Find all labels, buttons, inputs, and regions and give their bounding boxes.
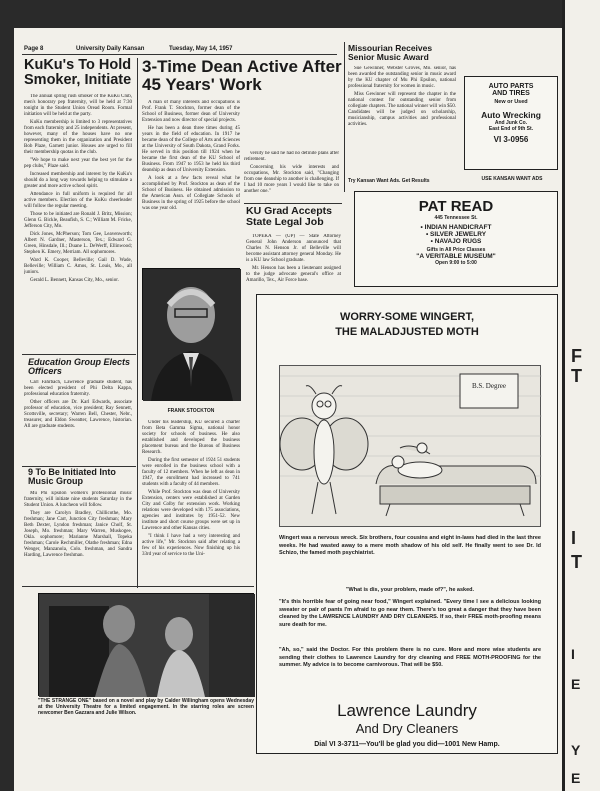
education-article-body (24, 380, 132, 466)
edge-letter: I (571, 646, 575, 662)
paragraph: He has been a dean three times during 45 years in the field of education. In 1917 he became dean of the College of Arts and Sciences at the University of South Dakota, Grand Forks. He served in this position till 1924 when he became the first dean of the KU School of Business. From 1947 to 1953 he held his third deanship as dean of University Extension. (142, 126, 240, 173)
pat-read-hours: Open 9:00 to 5:00 (435, 260, 477, 266)
laundry-brand: Lawrence Laundry (337, 701, 477, 720)
auto-wrecking-ad (464, 76, 558, 170)
masthead-rule (22, 54, 337, 55)
column-rule (344, 42, 345, 192)
paragraph: Carl Fahrbach, Lawrence graduate student, has been elected president of Phi Delta Kappa, professional education fraternity. (24, 380, 132, 397)
paragraph: The annual spring rush smoker of the KuKu Club, men's honorary pep fraternity, will be held at 7:30 tonight in the Student Union Oread Room. Formal initiation will be held at the party. (24, 94, 132, 117)
kuku-article-body (24, 94, 132, 356)
dean-column-1 (142, 100, 240, 265)
paragraph: Mr. Henson has been a lieutenant assigned to the judge advocate general's office at Amarillo, Tex., Air Force base. (246, 266, 341, 283)
pat-read-gifts: Gifts in All Price Classes (426, 247, 486, 253)
laundry-para-1: Wingert was a nervous wreck. Six brothers, four cousins and eight in-laws had died in the last three weeks. He had wasted away to a mere moth shadow of his old self. He finally went to see Dr. Id Schizo, the famed moth psychiatrist. (279, 535, 541, 556)
auto-ad-sub-1: And Junk Co. (494, 120, 528, 126)
paragraph: Other officers are Dr. Karl Edwards, associate professor of education, vice president; Ray Sennett, Scottsville, secretary; Warren Bell, Chester, Nebr., treasurer, and Eldon Sweatter, Lawrence, historian. All are graduate students. (24, 400, 132, 429)
paragraph: Mu Phi Epsilon women's professional music fraternity, will initiate nine students Saturday in the Student Union. A luncheon will follow. (24, 491, 132, 508)
section-rule (22, 354, 136, 355)
page-number: Page 8 (24, 46, 44, 52)
newspaper-page (14, 28, 562, 791)
paragraph: Attendance in full uniform is required for all active members. Election of the KuKu cheerleader will follow the regular meeting. (24, 192, 132, 209)
paragraph: Miss Gewinner will represent the chapter in the national contest for outstanding senior from collegiate chapters. The national winner will win $50. Candidates will be judged on scholarship, musicianship, campus activities and professional activities. (348, 92, 456, 127)
pat-read-item-3: • NAVAJO RUGS (430, 238, 482, 245)
edge-letter: F (571, 346, 582, 366)
laundry-para-2: "What is dis, your problem, made of?", he asked. (345, 587, 475, 593)
auto-ad-line-3: New or Used (494, 99, 528, 105)
paragraph: "I think I have had a very interesting and active life," Mr. Stockton said after relating a few of his experiences. Now finishing up his 33rd year of service to the Uni- (142, 534, 240, 557)
edge-letter: T (571, 552, 582, 572)
dean-column-2 (244, 151, 339, 201)
edge-letter: T (571, 366, 582, 386)
laundry-para-4: "Ah, so," said the Doctor. For this problem there is no cure. More and more wise students are sending their clothes to Lawrence Laundry for dry cleaning and FREE MOTH-PROOFING for the summer. My advice is to become carnivorous. That will be $50. (279, 647, 541, 668)
edge-letter: E (571, 770, 581, 786)
pat-read-ad (354, 191, 558, 287)
paragraph: Under his leadership, KU secured a charter from Beta Gamma Sigma, national honor society for schools of business. He also established and developed the business placement bureau and the Bureau of Business Research. (142, 420, 240, 455)
adjacent-page-edge (562, 0, 600, 791)
paragraph: Those to be initiated are Ronald J. Britz, Mission; Glenn G. Bickle, Beaufish, S. C.; William M. Fricke, Jefferson City, Mo. (24, 212, 132, 229)
paragraph: versity he said he had no definite plans after retirement. (244, 151, 339, 162)
paragraph: TOPEKA — (UP) — State Attorney General John Anderson announced that Charles N. Henson Jr. of Belleville will become assistant attorney general Monday. He is a KU law School graduate. (246, 234, 341, 263)
laundry-headline-2: THE MALADJUSTED MOTH (335, 326, 479, 338)
auto-ad-phone: VI 3-0956 (493, 135, 529, 144)
strange-one-caption: "THE STRANGE ONE" based on a novel and play by Calder Willingham opens Wednesday at the University Theatre for a limited engagement. In the starring roles are screen newcomer Ben Gazzara and Julie Wilson. (38, 698, 254, 716)
auto-ad-title: Auto Wrecking (481, 110, 541, 120)
paragraph: They are Carolyn Bradley, Chillicothe, Mo. freshman; Jane Carr, Junction City freshman; Mary Beth Dexter, Lyndon freshman; Janice Cholf, St. Joseph, Mo. freshman; Mary Warren, Muskogee, Okla. sophomore; Marianne Marshall, Topeka freshman; Carole Rechmiller, Olathe freshman; Edna Wenger, Manzanola, Colo. freshman, and Sandra Harding, Lawrence freshman. (24, 511, 132, 558)
strange-one-photo (38, 593, 254, 696)
kugrad-article-body (246, 234, 341, 292)
paragraph: Gerald L. Bennett, Kansas City, Mo., senior. (30, 278, 119, 283)
moth-cartoon (279, 365, 541, 527)
kugrad-headline: KU Grad Accepts State Legal Job (246, 205, 332, 229)
music-group-article-body (24, 491, 132, 583)
laundry-para-3: "It's this horrible fear of going near food," Wingert explained. "Every time I see a delicious looking sweater or pair of pants I'm afraid to go near them. There's too great a danger that they have been cleaned by the LAWRENCE LAUNDRY AND DRY CLEANERS. If so, their FREE moth-proofing means sure death for me. (279, 599, 541, 628)
auto-ad-line-1: AUTO PARTS (488, 83, 534, 90)
paragraph: A look at a few facts reveal what he accomplished by Prof. Stockton as dean of the School of Business. He obtained admission to the American Assn. of Collegiate Schools of Business in the spring of 1925 before the school was one year old. (142, 176, 240, 211)
auto-ad-sub-2: East End of 9th St. (488, 126, 534, 132)
kuku-headline: KuKu's To Hold Smoker, Initiate (24, 57, 132, 89)
column-rule (137, 58, 138, 588)
moth-on-couch-image (280, 366, 542, 528)
pat-read-item-2: • SILVER JEWELRY (425, 231, 487, 238)
paragraph: During the first semester of 1924 51 students were enrolled in the business school with a faculty of 12 members. When he left as dean in 1947, the enrollment had increased to 741 students with a faculty of 44 members. (142, 458, 240, 487)
edge-letter: I (571, 528, 577, 548)
portrait-image (143, 269, 241, 401)
paragraph: Dick Jones, McPherson; Tom Gee, Leavenworth; Albert N. Gardner, Masterson, Tex.; Edward G. Green, Hinsdale, Ill.; Duane L. DeWerff, Ellinwood; Stephen K. Emery, Merriam. All sophomores. (24, 232, 132, 255)
paragraph: KuKu membership is limited to 3 representatives from each fraternity and 25 independents. At present, however, many of the houses have no one representing them in the organization and President Bob Plaze, Garnett junior. Houses are urged to fill their membership quotas in the club. (24, 120, 132, 155)
paragraph: While Prof. Stockton was dean of University Extension, centers were established at Garden City and Colby for extension work. Working relations were developed with 175 associations, agencies and institutes by 1951-52. New institute and short course groups were set up in Lawrence and other Kansas cities. (142, 490, 240, 531)
issue-date: Tuesday, May 14, 1957 (169, 46, 233, 52)
section-rule (22, 586, 254, 587)
award-article-body (348, 66, 456, 174)
auto-ad-line-2: AND TIRES (492, 90, 530, 97)
paragraph: Concerning his wide interests and occupations, Mr. Stockton said, "Changing from one deanship to another is challenging. If I had 10 more years I would like to take on another one." (244, 165, 339, 194)
education-headline: Education Group Elects Officers (28, 357, 131, 377)
paper-name: University Daily Kansan (76, 46, 145, 52)
award-headline: Missourian Receives Senior Music Award (348, 43, 433, 62)
laundry-dial: Dial VI 3-3711—You'll be glad you did—1001 New Hamp. (314, 741, 500, 748)
section-rule (22, 466, 136, 467)
stockton-photo (142, 268, 240, 400)
actors-image (39, 594, 255, 697)
dean-column-3 (142, 420, 240, 588)
music-group-headline: 9 To Be Initiated Into Music Group (28, 467, 116, 487)
edge-letter: Y (571, 742, 581, 758)
pat-read-slogan: "A VERITABLE MUSEUM" (416, 253, 496, 260)
paragraph: Sue Gewinner, Webster Groves, Mo. senior, has been awarded the outstanding senior in music award by the KU chapter of Mu Phi Epsilon, national professional fraternity for women in music. (348, 66, 456, 89)
section-rule (244, 203, 342, 204)
paragraph: "We hope to make next year the best yet for the pep clubs," Plaze said. (24, 158, 132, 169)
want-ads-footer: USE KANSAN WANT ADS (481, 176, 543, 182)
pat-read-address: 445 Tennessee St. (434, 215, 478, 221)
degree-sign-text: B.S. Degree (471, 382, 507, 390)
laundry-brand-2: And Dry Cleaners (355, 721, 459, 736)
edge-letter: E (571, 676, 581, 692)
paragraph: A man of many interests and occupations is Prof. Frank T. Stockton, former dean of the School of Business, former dean of University Extension and now director of special projects. (142, 100, 240, 123)
paragraph: Ward K. Cooper, Belleville; Gail D. Wade, Belleville; William C. Amos, St. Louis, Mo., all juniors. (24, 258, 132, 275)
pat-read-item-1: • INDIAN HANDICRAFT (420, 224, 492, 231)
paragraph: Increased membership and interest by the KuKu's should do a long way towards helping to stimulate a greater and more active school spirit. (24, 172, 132, 189)
laundry-headline-1: WORRY-SOME WINGERT, (339, 311, 475, 323)
stockton-caption: FRANK STOCKTON (167, 408, 215, 414)
lawrence-laundry-ad (256, 294, 558, 754)
dean-headline: 3-Time Dean Active After 45 Years' Work (142, 57, 342, 94)
pat-read-name: PAT READ (418, 198, 494, 215)
award-footer: Try Kansan Want Ads. Get Results (348, 178, 430, 184)
